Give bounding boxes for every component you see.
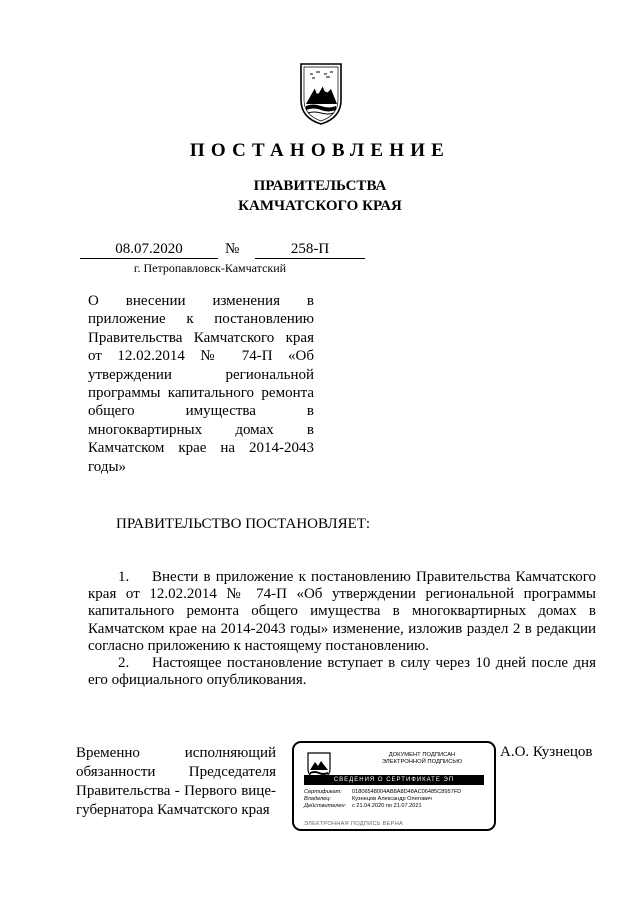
electronic-signature-stamp — [292, 741, 496, 831]
signer-name: А.О. Кузнецов — [500, 744, 593, 760]
stamp-validity-row — [304, 803, 422, 810]
paragraph-text: Настоящее постановление вступает в силу через 10 дней после дня его официального опубликования. — [88, 655, 596, 689]
signer-position: Временно исполняющий обязанности Председателя Правительства - Первого вице-губернатора Камчатского края — [76, 745, 276, 818]
paragraph-number: 1. — [118, 569, 130, 585]
owner-value: Кузнецов Александр Олегович — [352, 796, 432, 802]
paragraph-text: Внести в приложение к постановлению Правительства Камчатского края от 12.02.2014 № 74-П «Об утверждении региональной программы капитального ремонта общего имущества в многоквартирных домах в Камчатском крае на 2014-2043 годы» изменение, изложив раздел 2 в редакции согласно приложению к настоящему постановлению. — [88, 569, 596, 654]
issuing-city: г. Петропавловск-Камчатский — [133, 261, 287, 275]
issuer-title — [0, 176, 640, 216]
paragraph-number: 2. — [118, 655, 130, 672]
document-number: 258-П — [255, 241, 365, 259]
stamp-header-line-1: ДОКУМЕНТ ПОДПИСАН — [388, 752, 456, 758]
document-subject: О внесении изменения в приложение к постановлению Правительства Камчатского края от 12.02.2014 № 74-П «Об утверждении региональной программы капитального ремонта общего имущества в многоквартирных домах в Камчатском крае на 2014-2043 годы» — [88, 293, 314, 475]
document-type-title: ПОСТАНОВЛЕНИЕ — [189, 140, 451, 161]
stamp-certificate-band: СВЕДЕНИЯ О СЕРТИФИКАТЕ ЭП — [304, 775, 484, 785]
owner-label: Владелец: — [304, 796, 332, 802]
certificate-value: 01806548004AB8A8D48AC06485C8957FD — [352, 789, 462, 795]
number-sign: № — [225, 241, 240, 257]
paragraph-1 — [88, 569, 596, 655]
certificate-label: Сертификат: — [304, 789, 342, 795]
decree-statement: ПРАВИТЕЛЬСТВО ПОСТАНОВЛЯЕТ: — [116, 516, 371, 532]
issuer-line-1: ПРАВИТЕЛЬСТВА — [253, 178, 387, 194]
paragraph-2 — [88, 655, 596, 689]
stamp-footer: ЭЛЕКТРОННАЯ ПОДПИСЬ ВЕРНА — [304, 821, 404, 827]
validity-value: с 21.04.2020 по 21.07.2021 — [352, 803, 422, 809]
stamp-header-line-2: ЭЛЕКТРОННОЙ ПОДПИСЬЮ — [381, 759, 463, 765]
validity-label: Действителен: — [304, 803, 347, 809]
stamp-owner-row — [304, 796, 432, 803]
stamp-header — [354, 752, 490, 766]
document-date: 08.07.2020 — [80, 241, 218, 259]
kamchatka-coat-of-arms-emblem — [298, 60, 344, 126]
stamp-certificate-row — [304, 789, 461, 796]
decree-body — [88, 569, 596, 689]
issuer-line-2: КАМЧАТСКОГО КРАЯ — [238, 198, 402, 214]
registration-line — [80, 241, 370, 261]
